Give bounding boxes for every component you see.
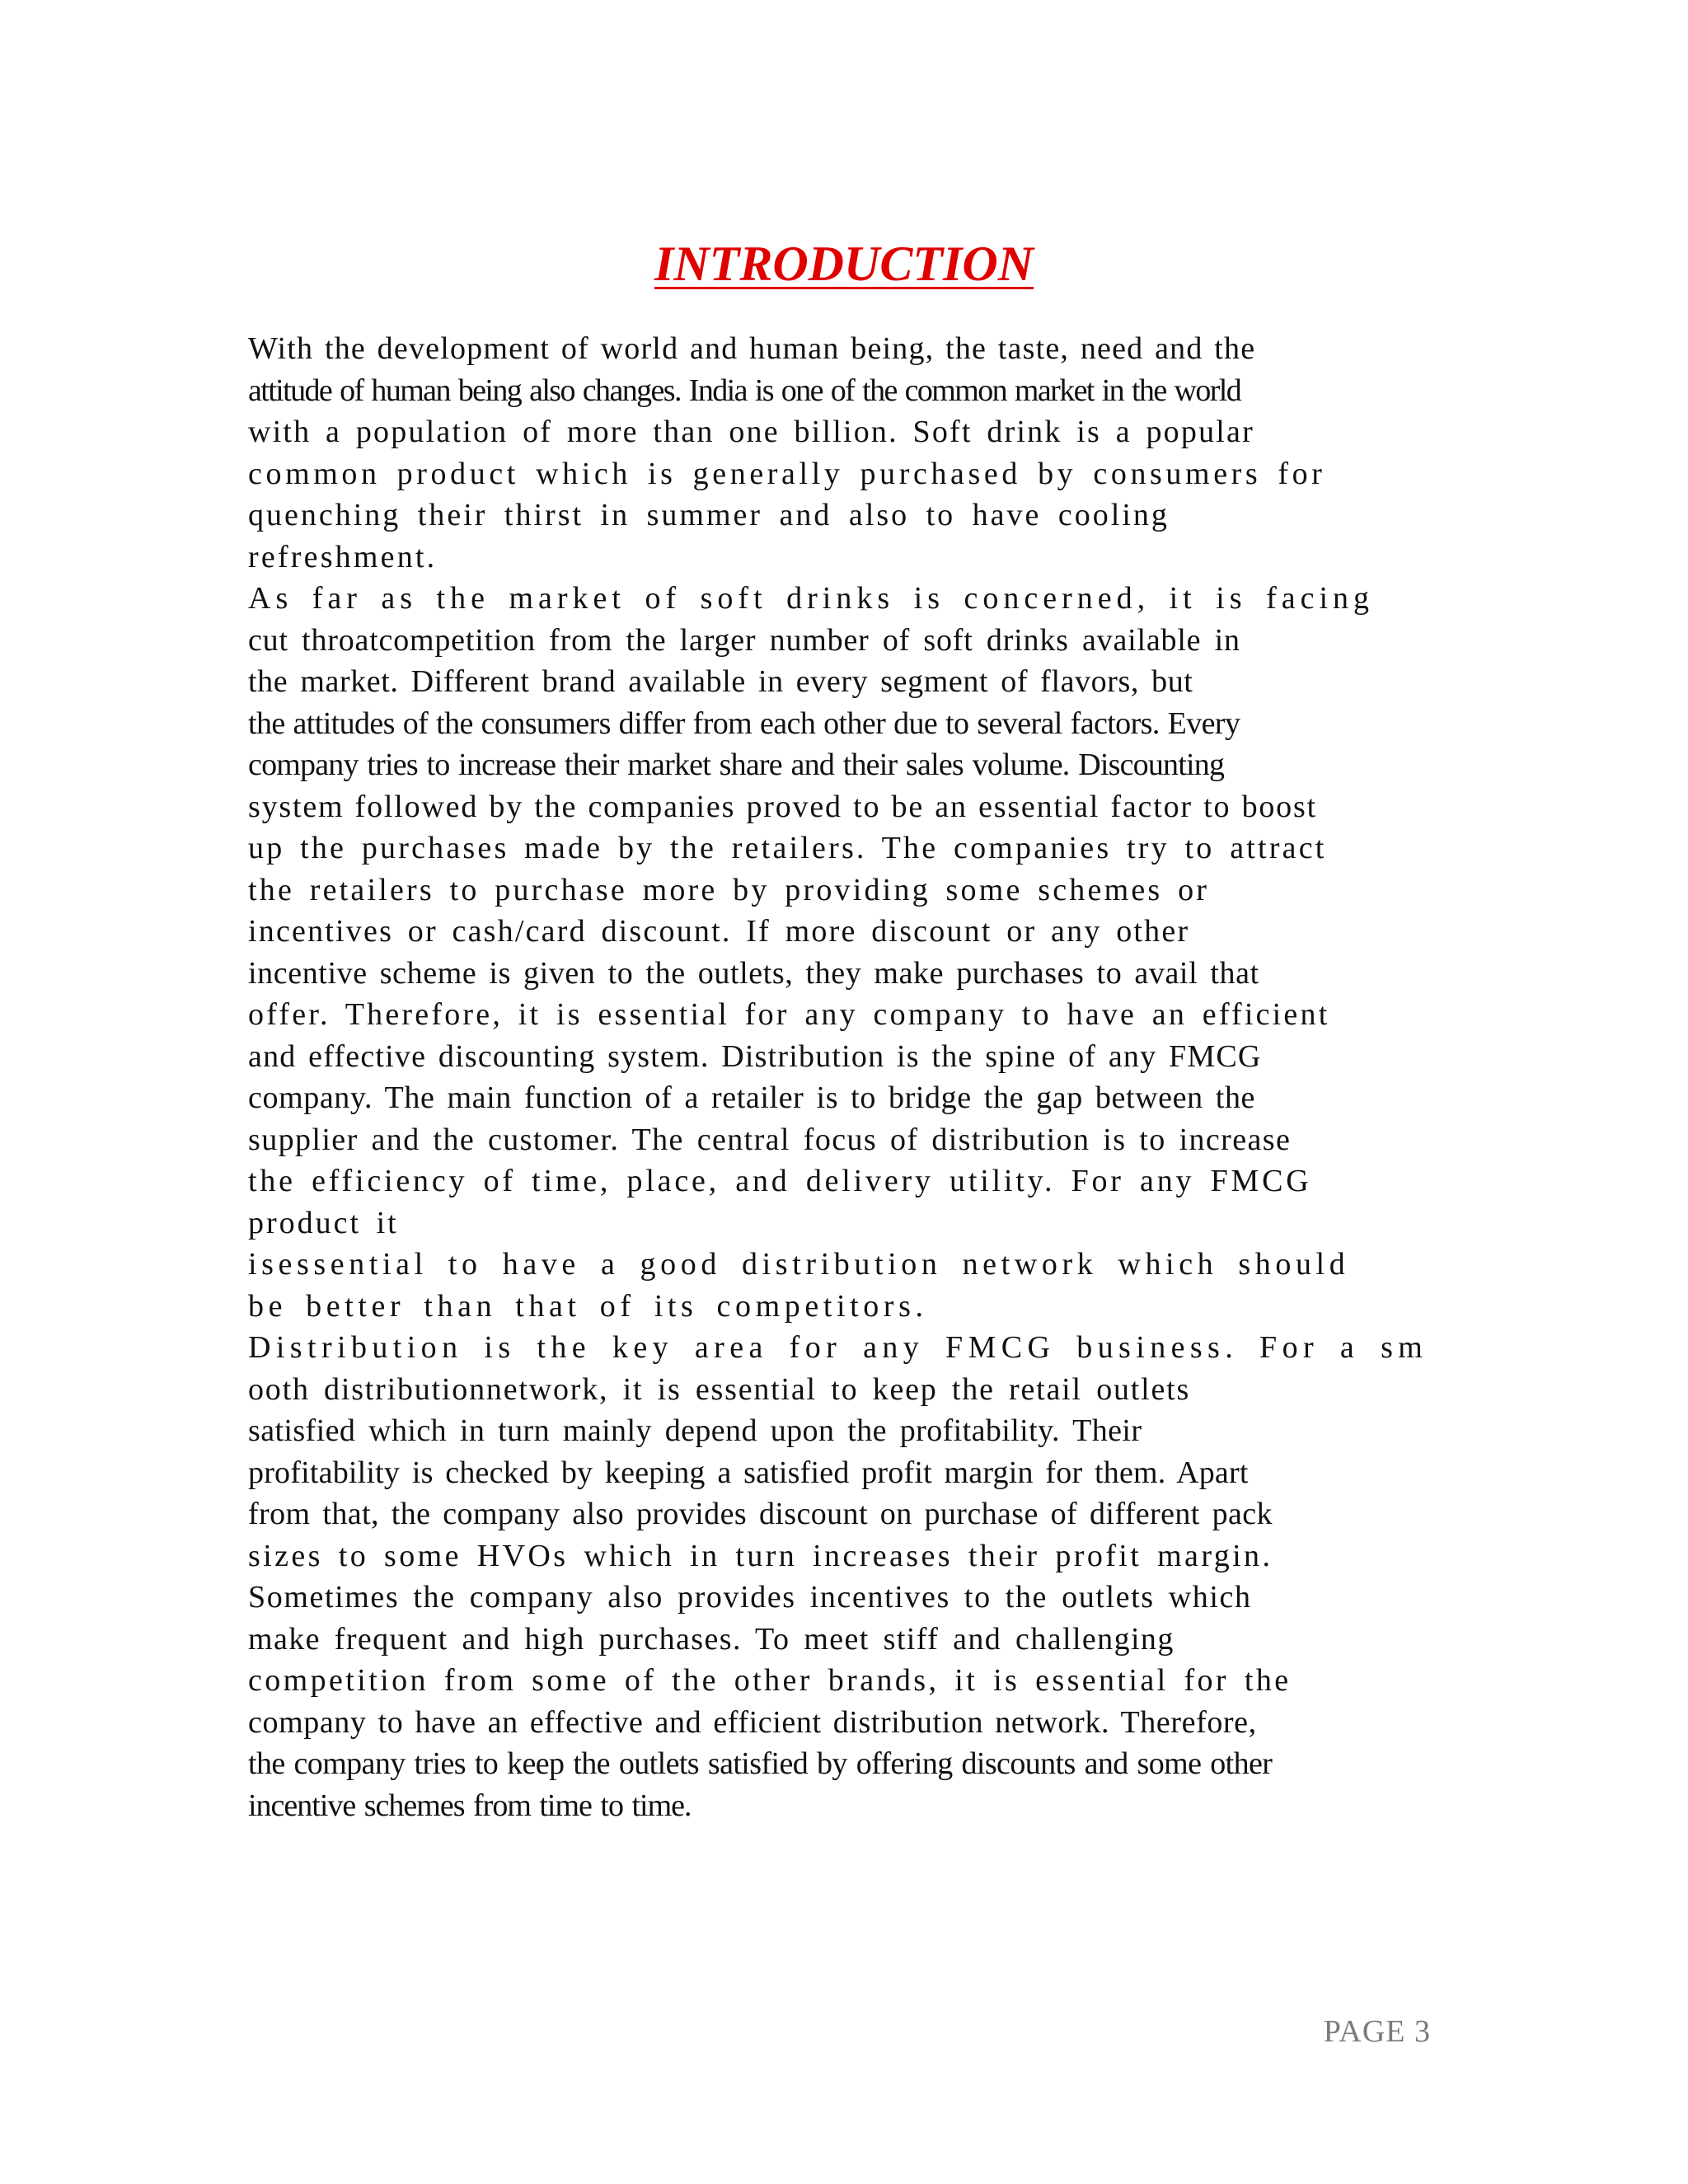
body-line: company to have an effective and efficient distribution network. Therefore,	[248, 1704, 1257, 1740]
body-line: the market. Different brand available in every segment of flavors, but	[248, 664, 1193, 699]
body-line: refreshment.	[248, 539, 438, 574]
body-line: incentive schemes from time to time.	[248, 1788, 692, 1823]
body-line: common product which is generally purchased by consumers for	[248, 456, 1326, 491]
body-line: make frequent and high purchases. To meet stiff and challenging	[248, 1621, 1175, 1657]
body-line: offer. Therefore, it is essential for any company to have an efficient	[248, 997, 1330, 1032]
page-title: INTRODUCTION	[654, 237, 1034, 291]
body-line: supplier and the customer. The central focus of distribution is to increase	[248, 1122, 1292, 1157]
body-line: from that, the company also provides discount on purchase of different pack	[248, 1497, 1273, 1531]
introduction-body	[248, 328, 1451, 1826]
body-line: product it	[248, 1205, 399, 1240]
body-line: sizes to some HVOs which in turn increases their profit margin.	[248, 1538, 1273, 1573]
body-line: the attitudes of the consumers differ from each other due to several factors. Every	[248, 705, 1240, 741]
body-line: Distribution is the key area for any FMCG business. For a sm	[248, 1330, 1428, 1365]
body-line: isessential to have a good distribution network which should	[248, 1247, 1350, 1282]
body-line: profitability is checked by keeping a satisfied profit margin for them. Apart	[248, 1455, 1249, 1490]
body-line: the retailers to purchase more by providing some schemes or	[248, 872, 1210, 907]
body-line: the efficiency of time, place, and delivery utility. For any FMCG	[248, 1164, 1312, 1198]
body-line: As far as the market of soft drinks is concerned, it is facing	[248, 581, 1375, 616]
body-line: With the development of world and human being, the taste, need and the	[248, 331, 1256, 366]
body-line: be better than that of its competitors.	[248, 1288, 928, 1324]
body-line: system followed by the companies proved to be an essential factor to boost	[248, 789, 1317, 824]
body-line: company. The main function of a retailer is to bridge the gap between the	[248, 1080, 1256, 1115]
body-line: ooth distributionnetwork, it is essential to keep the retail outlets	[248, 1371, 1191, 1407]
body-line: and effective discounting system. Distribution is the spine of any FMCG	[248, 1038, 1262, 1074]
body-line: up the purchases made by the retailers. The companies try to attract	[248, 831, 1327, 865]
body-line: the company tries to keep the outlets satisfied by offering discounts and some other	[248, 1746, 1273, 1781]
page-number: PAGE 3	[1323, 2014, 1431, 2049]
body-line: competition from some of the other brands, it is essential for the	[248, 1663, 1292, 1698]
body-line: satisfied which in turn mainly depend upon the profitability. Their	[248, 1413, 1142, 1448]
body-line: with a population of more than one billion. Soft drink is a popular	[248, 415, 1254, 449]
body-line: quenching their thirst in summer and also to have cooling	[248, 498, 1170, 532]
body-line: company tries to increase their market share and their sales volume. Discounting	[248, 748, 1225, 782]
body-line: incentive scheme is given to the outlets, they make purchases to avail that	[248, 955, 1259, 991]
body-line: cut throatcompetition from the larger number of soft drinks available in	[248, 622, 1240, 658]
body-line: Sometimes the company also provides incentives to the outlets which	[248, 1580, 1252, 1615]
body-line: attitude of human being also changes. India is one of the common market in the world	[248, 373, 1241, 408]
body-line: incentives or cash/card discount. If more discount or any other	[248, 914, 1190, 949]
